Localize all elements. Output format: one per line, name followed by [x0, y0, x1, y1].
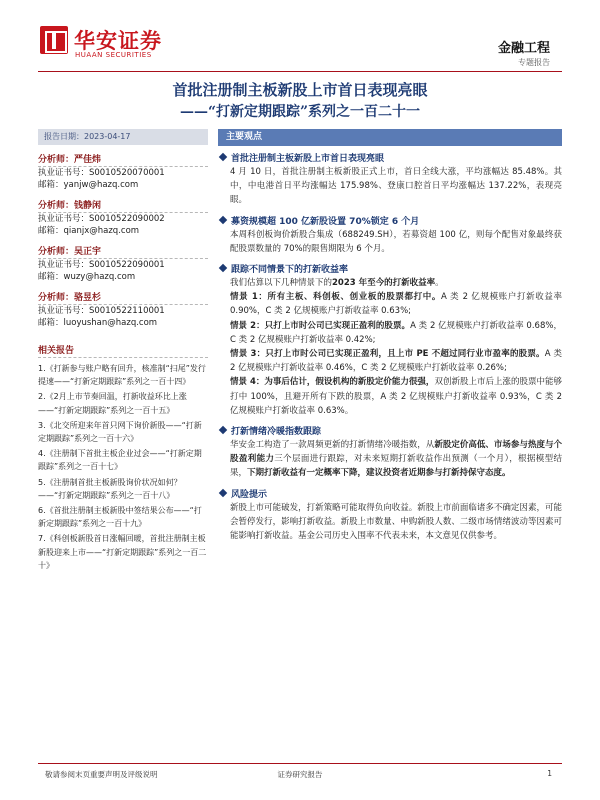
para-bold: 下期打新收益有一定概率下降，建议投资者近期参与打新持保守态度。 [247, 468, 511, 479]
report-type: 金融工程 [497, 41, 550, 56]
footer-label: 证券研究报告 [277, 770, 323, 779]
report-date: 报告日期：2023-04-17 [38, 129, 208, 145]
related-reports-heading: 相关报告 [38, 345, 208, 358]
section-lockup [218, 216, 562, 256]
related-report-item: 3.《北交所迎来年首只网下询价新股——“打新定期跟踪”系列之一百十六》 [38, 420, 202, 444]
report-title: 首批注册制主板新股上市首日表现亮眼 [172, 81, 428, 99]
section-title [218, 153, 562, 165]
analyst-card [38, 246, 208, 283]
page-number: 1 [547, 769, 552, 778]
related-report-item: 4.《注册制下首批主板企业过会——“打新定期跟踪”系列之一百十七》 [38, 449, 202, 472]
analyst-name: 分析师：严佳炜 [38, 154, 208, 167]
section-paragraph: 新股上市可能破发，打新策略可能取得负向收益。新股上市前面临诸多不确定因素，可能会暂停发行，影响打新收益。新股上市数量、申购新股人数、二级市场情绪波动等因素可能影响打新收益。基金公司历史入围率不代表未来，本文意见仅供参考。 [230, 502, 562, 542]
logo-mark-icon [40, 26, 68, 54]
report-subtype: 专题报告 [518, 58, 550, 67]
diamond-bullet-icon [219, 215, 227, 223]
diamond-bullet-icon [219, 488, 227, 496]
analyst-email[interactable]: 邮箱：yanjw@hazq.com [38, 180, 139, 190]
diamond-bullet-icon [219, 153, 227, 161]
section-title-text: 风险提示 [231, 489, 268, 500]
scenario-item [218, 347, 562, 375]
key-points-heading: 主要观点 [218, 129, 562, 145]
analyst-email[interactable]: 邮箱：qianjx@hazq.com [38, 226, 140, 236]
analyst-name: 分析师：吴正宇 [38, 246, 208, 259]
analyst-card [38, 292, 208, 329]
scenario-intro [218, 276, 562, 290]
analyst-cert: 执业证书号：S0010522090001 [38, 260, 165, 270]
footer-divider [38, 763, 562, 764]
section-title [218, 489, 562, 501]
section-risk [218, 489, 562, 544]
analyst-cert: 执业证书号：S0010522110001 [38, 306, 165, 316]
scenario-label: 情景 3：只打上市时公司已实现正盈利，且上市 PE 不超过同行业市盈率的股票。 [230, 349, 545, 360]
section-title [218, 264, 562, 276]
intro-end: 。 [435, 278, 444, 289]
analyst-name: 分析师：骆昱杉 [38, 292, 208, 305]
analyst-cert: 执业证书号：S0010522090002 [38, 214, 165, 224]
related-report-item: 2.《2月上市节奏回温，打新收益环比上涨——“打新定期跟踪”系列之一百十五》 [38, 392, 187, 415]
intro-bold: 2023 年至今的打新收益率 [332, 278, 436, 289]
scenario-label: 情景 4：为事后估计，假设机构的新股定价能力很强， [230, 377, 435, 388]
scenario-item [218, 319, 562, 347]
section-scenarios [218, 264, 562, 418]
scenario-text: A 类 2 亿规模账户打新收益率 0.46%，C 类 2 亿规模账户打新收益率 0.26%; [230, 349, 562, 374]
left-sidebar [38, 129, 208, 574]
section-sentiment-index [218, 426, 562, 481]
logo-text-cn: 华安证券 [74, 28, 162, 53]
scenario-item [218, 375, 562, 418]
section-title [218, 216, 562, 228]
scenario-text: A 类 2 亿规模账户打新收益率 0.68%，C 类 2 亿规模账户打新收益率 0.42%; [230, 320, 562, 345]
section-title-text: 打新情绪冷暖指数跟踪 [231, 427, 322, 438]
report-subtitle: ——“打新定期跟踪”系列之一百二十一 [179, 104, 421, 120]
footer-disclaimer: 敬请参阅末页重要声明及评级说明 [45, 770, 158, 779]
analyst-cert: 执业证书号：S0010520070001 [38, 168, 165, 178]
intro-text: 我们估算以下几种情景下的 [230, 278, 333, 289]
related-report-item: 7.《科创板新股首日涨幅回暖，首批注册制主板新股迎来上市——“打新定期跟踪”系列之一百二十》 [38, 534, 207, 570]
section-title-text: 跟踪不同情景下的打新收益率 [231, 265, 349, 276]
header-divider [38, 71, 562, 72]
section-title [218, 426, 562, 438]
analyst-email[interactable]: 邮箱：wuzy@hazq.com [38, 272, 136, 282]
section-paragraph: 4 月 10 日，首批注册制主板新股正式上市，首日全线大涨，平均涨幅达 85.48%。其中，中电港首日平均涨幅达 175.98%、登康口腔首日平均涨幅达 137.22%，表现亮眼。 [230, 167, 562, 206]
related-report-item: 6.《首批注册制主板新股中签结果公布——“打新定期跟踪”系列之一百十九》 [38, 506, 202, 529]
para-bold: 新股定价高低、市场参与热度与个股盈利能力 [230, 440, 562, 465]
section-paragraph: 本周科创板询价新股合集成（688249.SH），若募资超 100 亿，则每个配售对象最终获配股票数量的 70%的限售期限为 6 个月。 [230, 229, 562, 254]
para-text: 三个层面进行跟踪，对未来短期打新收益作出预测（一个月），根据模型结果， [230, 454, 562, 479]
para-text: 华安金工构造了一款周频更新的打新情绪冷暖指数，从 [230, 440, 435, 451]
scenario-text: 双创新股上市后上涨的股票中能够打中 100%，且避开所有下跌的股票，A 类 2 亿规模账户打新收益率 0.93%，C 类 2 亿规模账户打新收益率 0.63%。 [230, 377, 562, 416]
section-paragraph [218, 438, 562, 481]
scenario-item [218, 290, 562, 318]
analyst-card [38, 200, 208, 237]
analyst-email[interactable]: 邮箱：luoyushan@hazq.com [38, 318, 158, 328]
section-title-text: 募资规模超 100 亿新股设置 70%锁定 6 个月 [231, 216, 420, 227]
scenario-label: 情景 1：所有主板、科创板、创业板的股票都打中。 [230, 292, 441, 303]
related-report-item: 5.《注册制首批主板新股询价状况如何？——“打新定期跟踪”系列之一百十八》 [38, 477, 182, 500]
related-reports-list [38, 362, 208, 572]
main-content [218, 129, 562, 543]
section-title-text: 首批注册制主板新股上市首日表现亮眼 [231, 154, 385, 164]
related-report-item: 1.《打新参与账户略有回升，核准制“扫尾”发行提速——“打新定期跟踪”系列之一百十四》 [38, 364, 206, 387]
diamond-bullet-icon [219, 426, 227, 434]
analyst-card [38, 154, 208, 191]
analyst-name: 分析师：钱静闲 [38, 200, 208, 213]
section-ipo-debut [218, 153, 562, 208]
scenario-label: 情景 2：只打上市时公司已实现正盈利的股票。 [230, 320, 411, 331]
diamond-bullet-icon [219, 264, 227, 272]
scenario-text: A 类 2 亿规模账户打新收益率 0.90%，C 类 2 亿规模账户打新收益率 0.63%; [230, 292, 562, 317]
logo-text-en: HUAAN SECURITIES [75, 51, 152, 59]
